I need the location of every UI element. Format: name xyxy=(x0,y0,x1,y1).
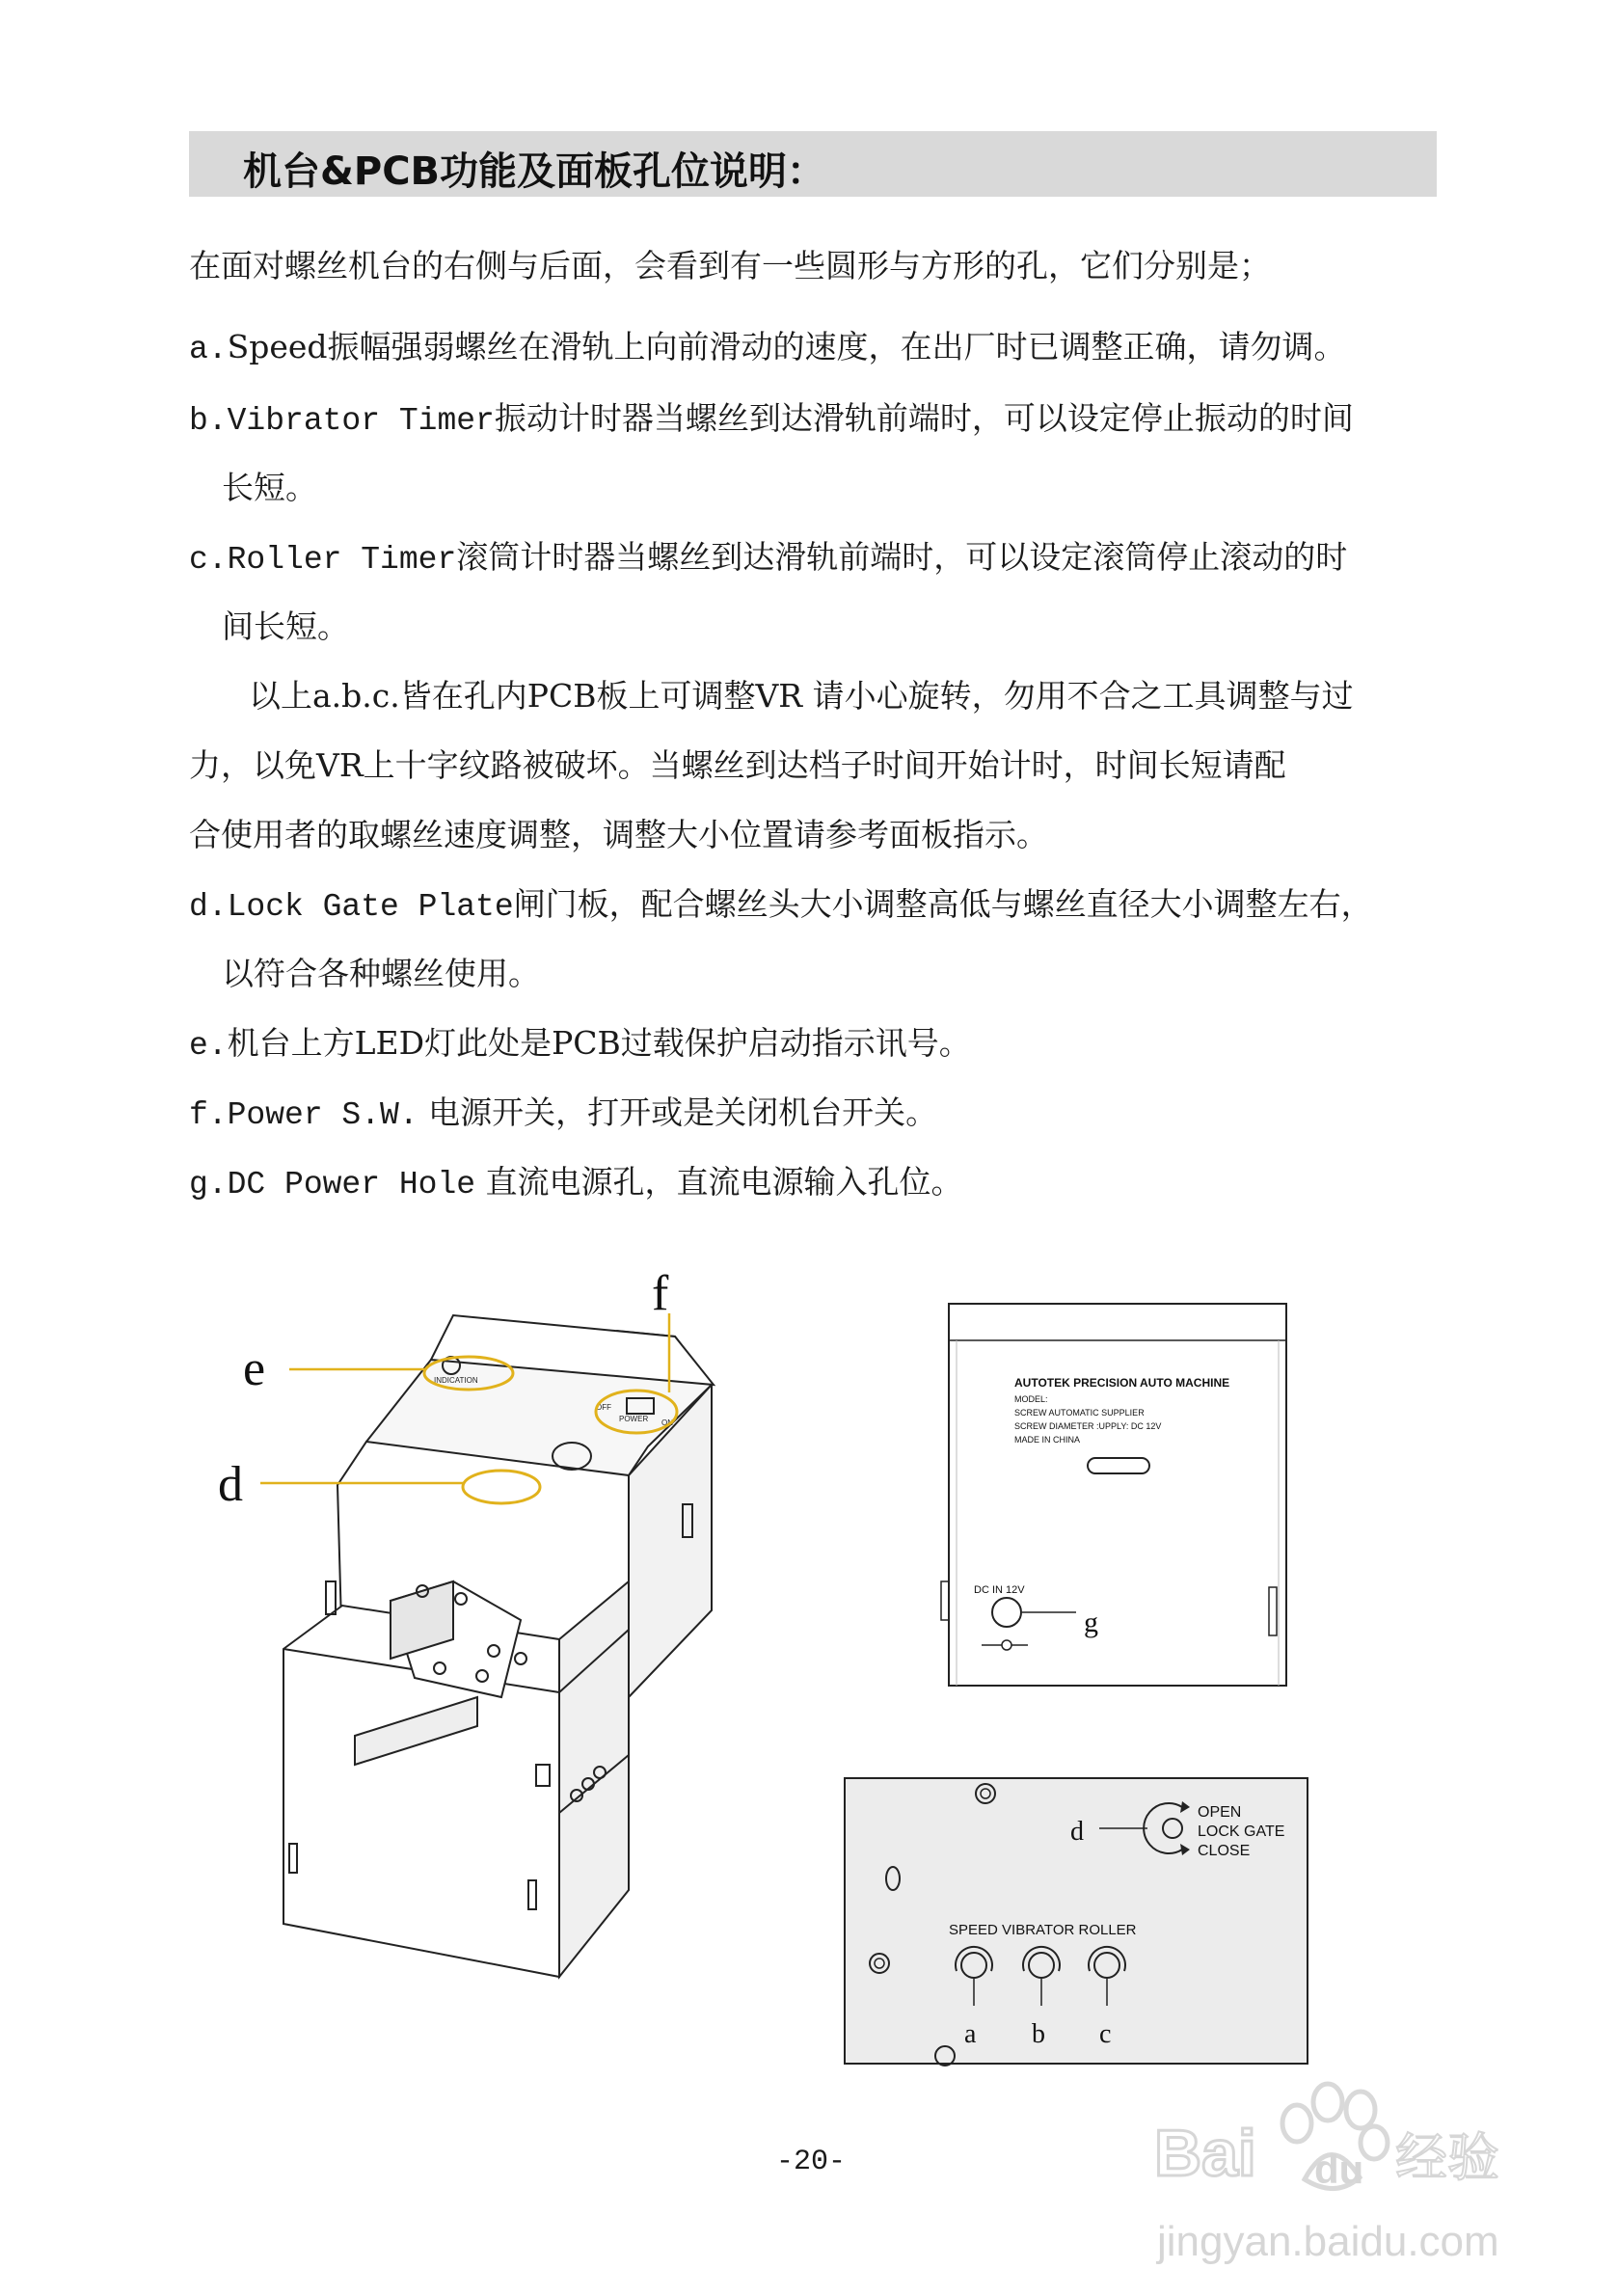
power-label: POWER xyxy=(619,1415,649,1423)
off-label: OFF xyxy=(596,1403,611,1412)
item-c-continued: 间长短。 xyxy=(222,608,349,645)
item-e-prefix: e. xyxy=(189,1028,228,1064)
baidu-watermark xyxy=(1143,2064,1528,2212)
item-g-term: DC Power Hole xyxy=(227,1167,476,1202)
item-b-continued: 长短。 xyxy=(222,469,317,506)
item-a-term: Speed xyxy=(227,328,328,365)
item-b-desc: 振动计时器当螺丝到达滑轨前端时，可以设定停止振动的时间 xyxy=(494,399,1354,437)
page-number: -20- xyxy=(776,2146,847,2178)
watermark-du-text: du xyxy=(1314,2147,1364,2192)
callout-e: e xyxy=(243,1341,266,1396)
item-f-desc: 电源开关，打开或是关闭机台开关。 xyxy=(418,1094,938,1131)
note-line-1: 以上a.b.c.皆在孔内PCB板上可调整VR 请小心旋转，勿用不合之工具调整与过 xyxy=(249,677,1354,715)
note-line-3: 合使用者的取螺丝速度调整，调整大小位置请参考面板指示。 xyxy=(189,816,1048,853)
item-c-desc: 滚筒计时器当螺丝到达滑轨前端时，可以设定滚筒停止滚动的时 xyxy=(456,538,1348,576)
item-c-prefix: c. xyxy=(189,542,228,578)
item-a-desc: 振幅强弱螺丝在滑轨上向前滑动的速度，在出厂时已调整正确，请勿调。 xyxy=(327,328,1346,365)
dc-in-label: DC IN 12V xyxy=(974,1584,1025,1596)
side-callout-d: d xyxy=(1070,1817,1084,1847)
callout-a: a xyxy=(964,2019,977,2049)
watermark-bai-text: Bai xyxy=(1154,2117,1256,2190)
back-label-line-3: SCREW DIAMETER :UPPLY: DC 12V xyxy=(1014,1421,1162,1431)
gate-lock-label: LOCK GATE xyxy=(1198,1823,1285,1840)
back-panel-illustration xyxy=(941,1304,1286,1686)
indication-label: INDICATION xyxy=(434,1376,478,1385)
note-line-2: 力，以免VR上十字纹路被破坏。当螺丝到达档子时间开始计时，时间长短请配 xyxy=(189,746,1286,784)
callout-d: d xyxy=(218,1457,243,1512)
item-g-prefix: g. xyxy=(189,1167,228,1202)
item-f-prefix: f. xyxy=(189,1097,228,1133)
callout-f: f xyxy=(652,1266,669,1321)
callout-g: g xyxy=(1084,1607,1098,1638)
item-a-prefix: a. xyxy=(189,332,228,367)
back-label-title: AUTOTEK PRECISION AUTO MACHINE xyxy=(1014,1376,1230,1390)
baidu-paw-icon xyxy=(1143,2064,1528,2208)
item-d-prefix: d. xyxy=(189,889,228,925)
item-c-term: Roller Timer xyxy=(227,542,457,578)
watermark-cn-text: 经验 xyxy=(1395,2129,1499,2187)
gate-close-label: CLOSE xyxy=(1198,1843,1251,1859)
on-label: ON xyxy=(661,1418,673,1427)
callout-c: c xyxy=(1099,2019,1112,2049)
item-d-continued: 以符合各种螺丝使用。 xyxy=(222,955,540,992)
item-d-desc: 闸门板，配合螺丝头大小调整高低与螺丝直径大小调整左右， xyxy=(513,885,1373,923)
item-b-prefix: b. xyxy=(189,403,228,439)
item-b-term: Vibrator Timer xyxy=(227,403,495,439)
callout-b: b xyxy=(1032,2019,1045,2049)
back-label-line-2: SCREW AUTOMATIC SUPPLIER xyxy=(1014,1408,1145,1418)
gate-open-label: OPEN xyxy=(1198,1804,1242,1821)
watermark-url: jingyan.baidu.com xyxy=(1157,2218,1499,2265)
intro-text: 在面对螺丝机台的右侧与后面，会看到有一些圆形与方形的孔，它们分别是； xyxy=(189,247,1271,284)
item-e-desc: 机台上方LED灯此处是PCB过载保护启动指示讯号。 xyxy=(227,1024,971,1062)
item-d-term: Lock Gate Plate xyxy=(227,889,514,925)
page-title: 机台&PCB功能及面板孔位说明： xyxy=(243,149,826,194)
item-f-term: Power S.W. xyxy=(227,1097,418,1133)
back-label-line-4: MADE IN CHINA xyxy=(1014,1435,1081,1445)
back-label-line-1: MODEL: xyxy=(1014,1394,1048,1404)
knob-labels: SPEED VIBRATOR ROLLER xyxy=(949,1922,1137,1938)
item-g-desc: 直流电源孔，直流电源输入孔位。 xyxy=(475,1163,963,1201)
